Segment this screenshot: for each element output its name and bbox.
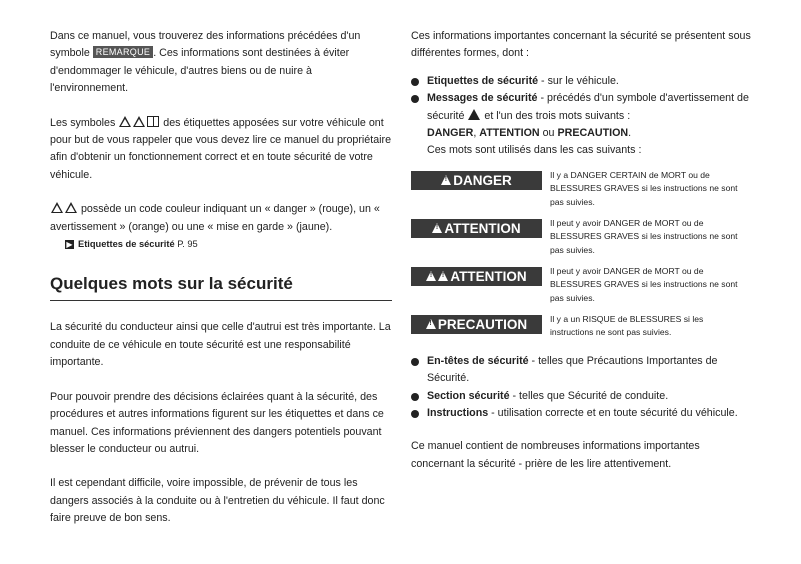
ref-label: Etiquettes de sécurité [78, 239, 175, 250]
signal-description: Il peut y avoir DANGER de MORT ou de BLESSURES GRAVES si les instructions ne sont pas suivies. [550, 217, 738, 255]
closing-paragraph: Ce manuel contient de nombreuses informations importantes concernant la sécurité - prière de les lire attentivement. [411, 440, 700, 470]
list-item [411, 353, 751, 388]
paragraph: Il est cependant difficile, voire impossible, de prévenir de tous les dangers associés à la conduite ou à l'entretien du véhicule. Il faut donc faire preuve de bon sens. [50, 477, 385, 525]
bullet-title: Instructions [427, 407, 489, 420]
manual-book-icon [147, 116, 159, 127]
attention-label [411, 219, 542, 238]
right-column [411, 28, 751, 473]
signal-word: ATTENTION [479, 127, 540, 140]
text: - sur le véhicule. [538, 74, 619, 87]
precaution-label [411, 315, 542, 334]
text: ou [539, 127, 558, 140]
text: . [628, 127, 632, 140]
section-heading: Quelques mots sur la sécurité [50, 273, 392, 301]
warning-icon [438, 271, 448, 281]
warning-outline-icon [51, 202, 63, 213]
bullet-title: En-têtes de sécurité [427, 354, 529, 367]
list-item [411, 388, 751, 405]
paragraph: La sécurité du conducteur ainsi que celle d'autrui est très importante. La conduite de ce véhicule en toute sécurité est une responsabilité importante. [50, 321, 391, 369]
warning-icon [426, 271, 436, 281]
bullet-title: Messages de sécurité [427, 92, 538, 105]
list-item [411, 405, 751, 422]
bullet-title: Section sécurité [427, 389, 510, 402]
warning-outline-icon [119, 116, 131, 127]
symbols-paragraph [50, 115, 392, 185]
text: - telles que Sécurité de conduite. [509, 389, 669, 402]
signal-word-list [411, 169, 751, 353]
text: - utilisation correcte et en toute sécurité du véhicule. [488, 407, 738, 420]
signal-label: PRECAUTION [437, 316, 528, 332]
signal-description: Il y a un RISQUE de BLESSURES si les instructions ne sont pas suivies. [550, 313, 704, 338]
signal-word: DANGER [427, 127, 474, 140]
intro-paragraph: Ces informations importantes concernant la sécurité se présentent sous différentes formes, dont : [411, 30, 751, 60]
intro-paragraph [50, 28, 392, 98]
warning-outline-icon [65, 202, 77, 213]
text: Ces mots sont utilisés dans les cas suivants : [427, 144, 642, 157]
danger-label [411, 171, 542, 190]
signal-attention-double [411, 265, 751, 313]
signal-precaution [411, 313, 751, 353]
attention-label [411, 267, 542, 286]
text: - telles que Précautions Importantes de Sécurité. [427, 354, 718, 385]
signal-label: ATTENTION [450, 268, 527, 284]
arrow-right-icon: ▶ [66, 240, 73, 250]
warning-icon [426, 319, 436, 329]
list-item [411, 90, 751, 160]
signal-word: PRECAUTION [557, 127, 629, 140]
signal-attention [411, 217, 751, 265]
warning-icon [441, 175, 451, 185]
text: . Ces informations sont destinées à éviter d'endommager le véhicule, d'autres biens ou de nuire à l'environnement. [50, 47, 350, 95]
left-column [50, 28, 392, 528]
warning-icon [468, 109, 480, 120]
text: Dans ce manuel, vous trouverez des informations précédées d'un symbole [50, 30, 361, 60]
signal-label: ATTENTION [444, 220, 521, 236]
color-code-paragraph [50, 201, 392, 236]
cross-reference-link[interactable] [65, 236, 392, 253]
warning-outline-icon [133, 116, 145, 127]
text: possède un code couleur indiquant un « danger » (rouge), un « avertissement » (orange) ou une « mise en garde » (jaune). [50, 203, 380, 233]
signal-label: DANGER [453, 172, 512, 188]
text: Les symboles [50, 116, 119, 129]
warning-icon [432, 223, 442, 233]
signal-danger [411, 169, 751, 217]
signal-description: Il y a DANGER CERTAIN de MORT ou de BLESSURES GRAVES si les instructions ne sont pas suivies. [550, 169, 738, 207]
signal-description: Il peut y avoir DANGER de MORT ou de BLESSURES GRAVES si les instructions ne sont pas suivies. [550, 265, 738, 303]
remarque-badge: REMARQUE [93, 46, 153, 58]
paragraph: Pour pouvoir prendre des décisions éclairées quant à la sécurité, des procédures et autres informations figurent sur les étiquettes et dans ce manuel. Ces informations préviennent des dangers potentiels pouvant blesser le conducteur ou autrui. [50, 390, 384, 455]
bullet-title: Etiquettes de sécurité [427, 74, 539, 87]
ref-page: P. 95 [174, 239, 198, 250]
text: et l'un des trois mots suivants : [481, 109, 631, 122]
text: , [473, 127, 480, 140]
text: des étiquettes apposées sur votre véhicule ont pour but de vous rappeler que vous devez lire ce manuel du propriétaire afin d'obtenir un fonctionnement correct et en toute sécurité de votre véhicule. [50, 116, 392, 181]
list-item [411, 73, 751, 90]
text: - précédés d'un symbole d'avertissement de sécurité [427, 92, 749, 122]
